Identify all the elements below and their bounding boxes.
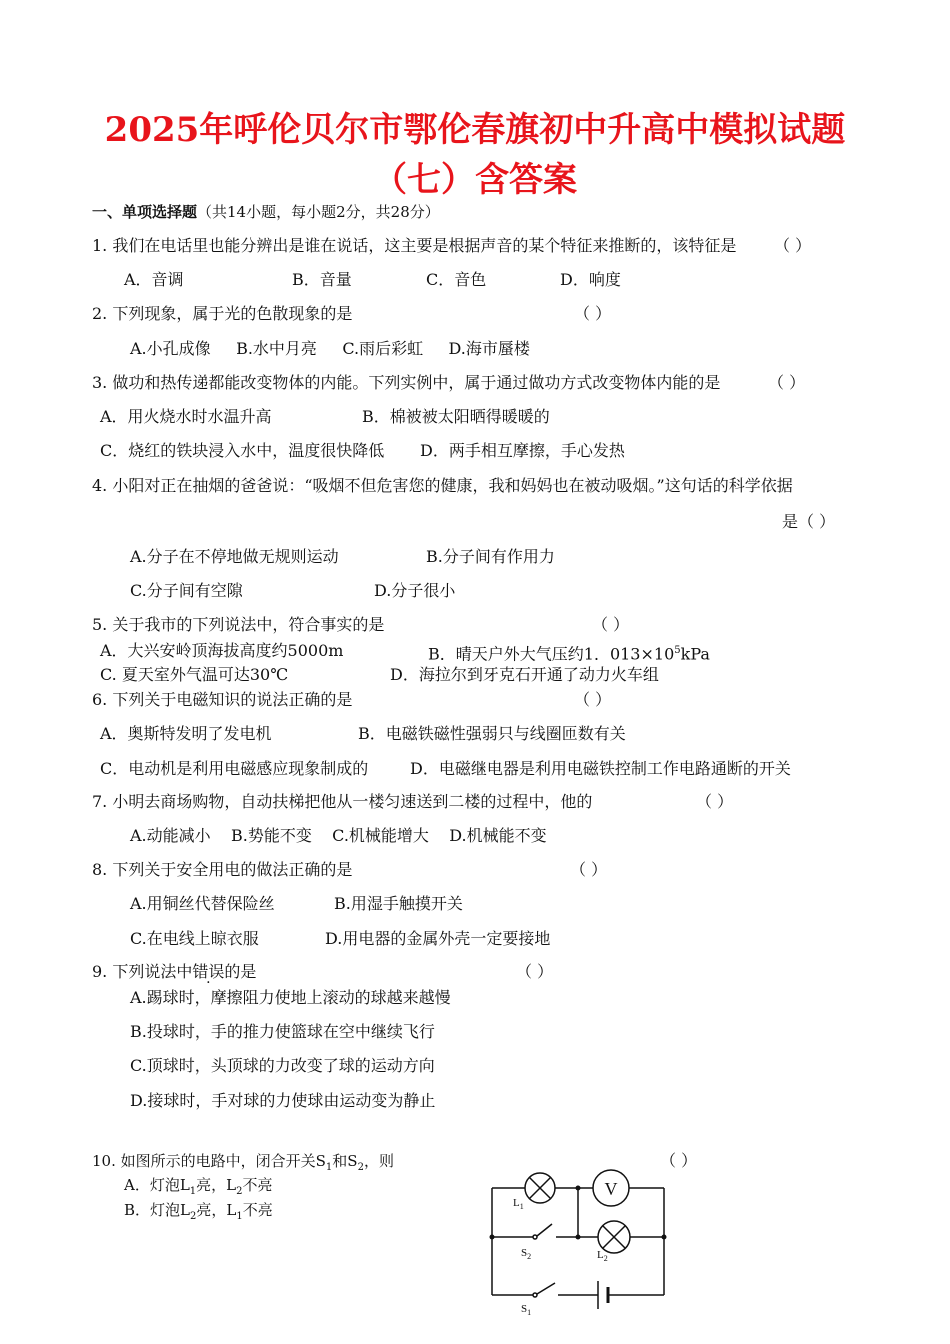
switch-s2-icon <box>533 1224 552 1239</box>
q1-stem: 1. 我们在电话里也能分辨出是谁在说话，这主要是根据声音的某个特征来推断的，该特征是 <box>92 236 737 255</box>
section-note: （共14小题，每小题2分，共28分） <box>197 203 440 221</box>
q8-stem: 8. 下列关于安全用电的做法正确的是 <box>92 860 353 879</box>
q4-option-d: D.分子很小 <box>374 581 456 600</box>
q5-option-c: C. 夏天室外气温可达30℃ <box>100 665 289 684</box>
q9-answer-paren: （ ） <box>516 962 554 981</box>
q9-stem-end: 的是 <box>224 962 257 981</box>
exam-title-line2: （七）含答案 <box>373 160 577 200</box>
q3-option-a: A．用火烧水时水温升高 <box>100 407 272 426</box>
q10-option-a-end: 不亮 <box>242 1176 273 1194</box>
switch-s1-label: $S_1$ <box>521 1303 532 1317</box>
q4-stem-end: 是（ ） <box>782 512 836 531</box>
q1-answer-paren: （ ） <box>774 236 812 255</box>
q6-option-b: B．电磁铁磁性强弱只与线圈匝数有关 <box>358 724 626 743</box>
q4-option-c: C.分子间有空隙 <box>130 581 243 600</box>
q5-option-a: A．大兴安岭顶海拔高度约5000m <box>100 641 344 660</box>
q1-option-d: D．响度 <box>560 270 621 289</box>
q10-option-b <box>124 1200 273 1227</box>
q10-stem-sub1: 1 <box>325 1162 333 1173</box>
q5-option-b-unit: kPa <box>680 644 710 664</box>
q9-option-c: C.顶球时，头顶球的力改变了球的运动方向 <box>130 1056 435 1075</box>
q10-option-a-mid: 亮，L <box>196 1176 237 1194</box>
q10-answer-paren: （ ） <box>660 1151 698 1170</box>
switch-s1-icon <box>533 1283 555 1297</box>
q10-stem-sub2: 2 <box>357 1162 364 1173</box>
voltmeter-icon <box>593 1170 629 1206</box>
voltmeter-label: V <box>604 1179 618 1199</box>
q8-option-d: D.用电器的金属外壳一定要接地 <box>325 929 551 948</box>
q5-option-b-text: B．晴天户外大气压约1．013×10 <box>428 644 675 664</box>
q9-stem-emphasis: 错误 <box>192 962 225 981</box>
q6-answer-paren: （ ） <box>574 690 612 709</box>
q3-option-b: B．棉被被太阳晒得暖暖的 <box>362 407 550 426</box>
q9-option-b: B.投球时，手的推力使篮球在空中继续飞行 <box>130 1022 435 1041</box>
q2-stem: 2. 下列现象，属于光的色散现象的是 <box>92 304 353 323</box>
q7-answer-paren: （ ） <box>696 792 734 811</box>
q9-stem <box>92 962 256 982</box>
q9-option-a: A.踢球时，摩擦阻力使地上滚动的球越来越慢 <box>130 988 451 1007</box>
q5-option-d: D．海拉尔到牙克石开通了动力火车组 <box>390 665 659 684</box>
exam-title-line1: 2025年呼伦贝尔市鄂伦春旗初中升高中模拟试题 <box>104 110 846 150</box>
q3-option-c: C．烧红的铁块浸入水中，温度很快降低 <box>100 441 385 460</box>
q10-option-b-mid: 亮，L <box>196 1201 237 1219</box>
q7-stem: 7. 小明去商场购物，自动扶梯把他从一楼匀速送到二楼的过程中，他的 <box>92 792 593 811</box>
q10-option-a-start: A．灯泡L <box>124 1176 190 1194</box>
q5-option-b <box>428 641 710 664</box>
q8-option-c: C.在电线上晾衣服 <box>130 929 259 948</box>
q3-stem: 3. 做功和热传递都能改变物体的内能。下列实例中，属于通过做功方式改变物体内能的是 <box>92 373 721 392</box>
q3-answer-paren: （ ） <box>768 373 806 392</box>
q10-option-b-sub2: 1 <box>236 1211 243 1222</box>
q9-stem-start: 9. 下列说法中 <box>92 962 193 981</box>
q3-option-d: D．两手相互摩擦，手心发热 <box>420 441 625 460</box>
q2-answer-paren: （ ） <box>574 304 612 323</box>
section-title: 一、单项选择题 <box>92 203 198 221</box>
q10-option-a <box>124 1175 273 1202</box>
q10-stem-mid: 和S <box>332 1152 358 1170</box>
q5-answer-paren: （ ） <box>592 615 630 634</box>
q2-options: A.小孔成像 B.水中月亮 C.雨后彩虹 D.海市蜃楼 <box>130 339 530 358</box>
q4-option-b: B.分子间有作用力 <box>426 547 555 566</box>
lamp-l1-icon <box>525 1173 555 1203</box>
q4-option-a: A.分子在不停地做无规则运动 <box>130 547 339 566</box>
q6-option-c: C．电动机是利用电磁感应现象制成的 <box>100 759 369 778</box>
q10-option-a-sub1: 1 <box>189 1186 197 1197</box>
q10-option-b-start: B．灯泡L <box>124 1201 190 1219</box>
junction-dots <box>490 1186 667 1240</box>
q10-stem-start: 10. 如图所示的电路中，闭合开关S <box>92 1152 326 1170</box>
q6-option-d: D．电磁继电器是利用电磁铁控制工作电路通断的开关 <box>410 759 791 778</box>
q1-option-c: C．音色 <box>426 270 487 289</box>
q5-stem: 5. 关于我市的下列说法中，符合事实的是 <box>92 615 385 634</box>
section-heading <box>92 202 440 222</box>
q7-options: A.动能减小 B.势能不变 C.机械能增大 D.机械能不变 <box>130 826 547 845</box>
q5-option-b-exponent: 5 <box>674 645 681 656</box>
q10-option-b-end: 不亮 <box>242 1201 273 1219</box>
lamp-l1-label: $L_1$ <box>513 1197 524 1211</box>
q10-stem <box>92 1151 394 1178</box>
q6-option-a: A．奥斯特发明了发电机 <box>100 724 272 743</box>
q4-stem: 4. 小阳对正在抽烟的爸爸说：“吸烟不但危害您的健康，我和妈妈也在被动吸烟。”这句话的科学依据 <box>92 476 793 495</box>
q6-stem: 6. 下列关于电磁知识的说法正确的是 <box>92 690 353 709</box>
q10-stem-end: ，则 <box>363 1152 394 1170</box>
lamp-l2-label: $L_2$ <box>597 1249 608 1263</box>
q8-option-b: B.用湿手触摸开关 <box>334 894 463 913</box>
q8-option-a: A.用铜丝代替保险丝 <box>130 894 275 913</box>
q10-option-a-sub2: 2 <box>236 1186 243 1197</box>
q1-option-b: B．音量 <box>292 270 352 289</box>
q9-option-d: D.接球时，手对球的力使球由运动变为静止 <box>130 1091 436 1110</box>
switch-s2-label: $S_2$ <box>521 1247 532 1261</box>
lamp-l2-icon <box>598 1221 630 1253</box>
q10-option-b-sub1: 2 <box>189 1211 197 1222</box>
battery-icon <box>598 1281 608 1309</box>
q8-answer-paren: （ ） <box>570 860 608 879</box>
q1-option-a: A．音调 <box>124 270 184 289</box>
